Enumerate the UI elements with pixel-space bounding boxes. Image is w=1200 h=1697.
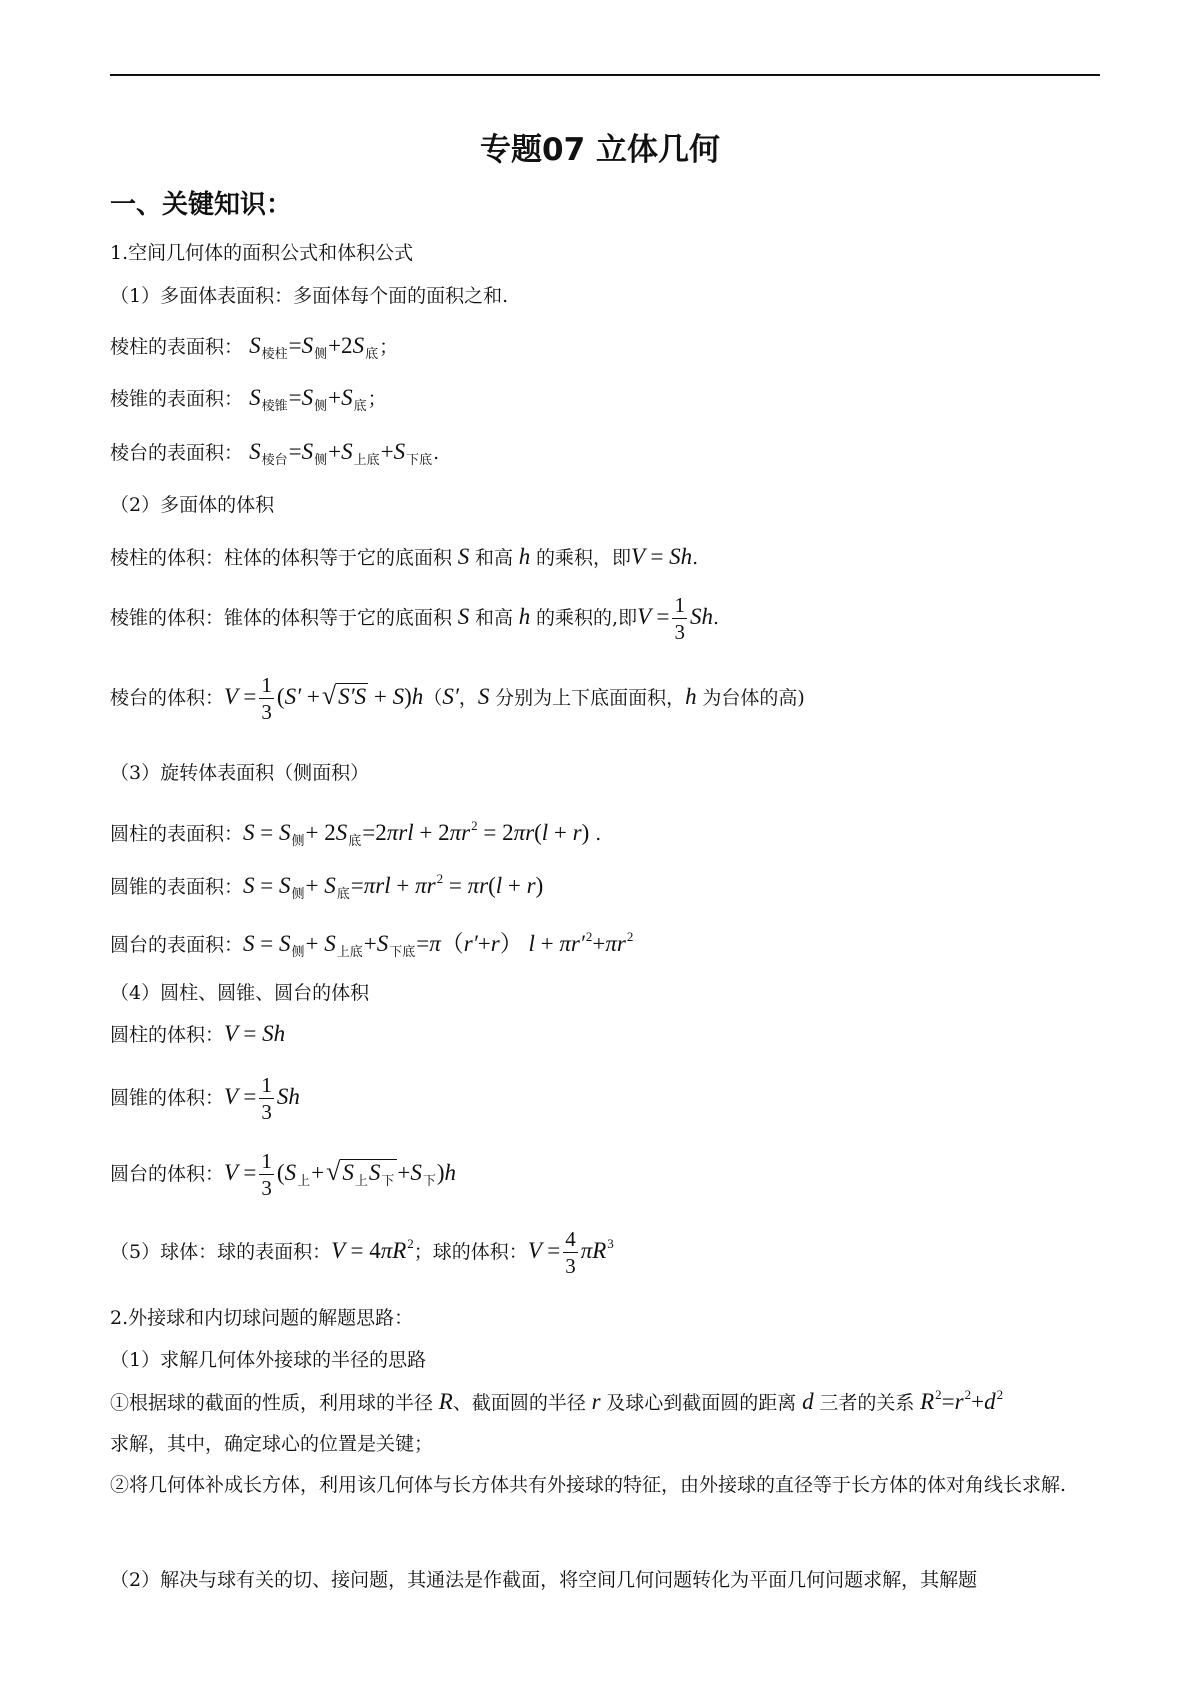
- pyramid-volume-formula: V = $\frac{1}{3}$ Sh: [637, 593, 713, 644]
- cone-area-line: 圆锥的表面积：$S = S_侧+ S_底=\pi rl + \pi r^2 = \pi r(l + r)$: [110, 871, 544, 901]
- cylinder-volume-line: 圆柱的体积：V = Sh: [110, 1021, 286, 1046]
- frustum-volume-line: 棱台的体积：V = $\frac{1}{3}$ (S′ +√S′S + S)h（S′，S 分别为上下底面面积，h 为台体的高): [110, 673, 805, 724]
- cone-volume-line: 圆锥的体积：V = $\frac{1}{3}$ Sh: [110, 1073, 300, 1124]
- pyramid-volume-line: 棱锥的体积：锥体的体积等于它的底面积 S 和高 h 的乘积的,即V = $\frac{1}{3}$ Sh.: [110, 593, 719, 644]
- cone-volume-formula: V = $\frac{1}{3}$ Sh: [224, 1073, 300, 1124]
- cone-area-formula: $S = S_侧+ S_底=\pi rl + \pi r^2 = \pi r(l + r)$: [243, 871, 544, 901]
- paragraph-1-3: （3）旋转体表面积（侧面积）: [110, 762, 370, 784]
- paragraph-2-c1-cont: 求解，其中，确定球心的位置是关键；: [110, 1433, 434, 1455]
- pyramid-area-formula: $S_{棱锥}=S_侧+S_底$: [249, 385, 367, 413]
- sphere-area-formula: $V = 4\pi R^2$: [331, 1235, 414, 1263]
- cylinder-volume-formula: V = Sh: [224, 1021, 286, 1046]
- frustum-area-formula: $S_{棱台}=S_侧+S_{上底}+S_{下底}$: [249, 439, 433, 467]
- frustum-cone-area-line: 圆台的表面积：$S = S_侧+ S_{上底}+S_{下底}=\pi(r'+r) l + \pi r'^2+\pi r^2$: [110, 929, 634, 959]
- frustum-area-label: 棱台的表面积：: [110, 442, 244, 464]
- section-heading: 一、关键知识：: [110, 190, 293, 220]
- prism-volume-formula: V = Sh: [631, 544, 693, 569]
- paragraph-2-c1: ①根据球的截面的性质，利用球的半径 R、截面圆的半径 r 及球心到截面圆的距离 d 三者的关系 $R^2=r^2+d^2$: [110, 1387, 1004, 1414]
- prism-area-line: 棱柱的表面积： $S_{棱柱}=S_侧+2S_底$；: [110, 333, 399, 361]
- sphere-volume-formula: V = $\frac{4}{3}$ $\pi R^3$: [527, 1227, 614, 1278]
- frustum-cone-volume-formula: V = $\frac{1}{3}$ $(S_上+√S_上S_下 +S_下)h$: [224, 1149, 457, 1200]
- pyramid-area-label: 棱锥的表面积：: [110, 388, 244, 410]
- paragraph-2: 2.外接球和内切球问题的解题思路：: [110, 1307, 414, 1329]
- cylinder-area-formula: $S = S_侧+ 2S_底=2\pi rl + 2\pi r^2 = 2\pi r(l + r)$: [243, 818, 590, 848]
- frustum-cone-area-formula: $S = S_侧+ S_{上底}+S_{下底}=\pi(r'+r) l + \pi r'^2+\pi r^2$: [243, 929, 634, 959]
- header-rule: [110, 74, 1100, 76]
- sphere-line: （5）球体：球的表面积：$V = 4\pi R^2$；球的体积：V = $\frac{4}{3}$ $\pi R^3$: [110, 1227, 614, 1278]
- prism-volume-line: 棱柱的体积：柱体的体积等于它的底面积 S 和高 h 的乘积，即V = Sh.: [110, 544, 699, 569]
- paragraph-1-2: （2）多面体的体积: [110, 494, 275, 516]
- prism-area-label: 棱柱的表面积：: [110, 336, 244, 358]
- paragraph-2-2: （2）解决与球有关的切、接问题，其通法是作截面，将空间几何问题转化为平面几何问题求解，其解题: [110, 1569, 978, 1591]
- paragraph-2-c2: ②将几何体补成长方体，利用该几何体与长方体共有外接球的特征，由外接球的直径等于长方体的体对角线长求解.: [110, 1474, 1067, 1496]
- frustum-cone-volume-line: 圆台的体积：V = $\frac{1}{3}$ $(S_上+√S_上S_下 +S_下)h$: [110, 1149, 457, 1200]
- prism-area-formula: $S_{棱柱}=S_侧+2S_底$: [249, 333, 379, 361]
- paragraph-1: 1.空间几何体的面积公式和体积公式: [110, 242, 414, 264]
- cylinder-area-line: 圆柱的表面积：$S = S_侧+ 2S_底=2\pi rl + 2\pi r^2 = 2\pi r(l + r)$ .: [110, 818, 602, 848]
- paragraph-2-1: （1）求解几何体外接球的半径的思路: [110, 1349, 427, 1371]
- paragraph-1-1: （1）多面体表面积：多面体每个面的面积之和.: [110, 285, 509, 307]
- paragraph-1-4: （4）圆柱、圆锥、圆台的体积: [110, 982, 370, 1004]
- frustum-volume-formula: V = $\frac{1}{3}$ (S′ +√S′S + S)h: [224, 673, 424, 724]
- pyramid-area-line: 棱锥的表面积： $S_{棱锥}=S_侧+S_底$；: [110, 385, 387, 413]
- frustum-area-line: 棱台的表面积： $S_{棱台}=S_侧+S_{上底}+S_{下底}$.: [110, 439, 440, 467]
- page-title: 专题07 立体几何: [480, 132, 720, 168]
